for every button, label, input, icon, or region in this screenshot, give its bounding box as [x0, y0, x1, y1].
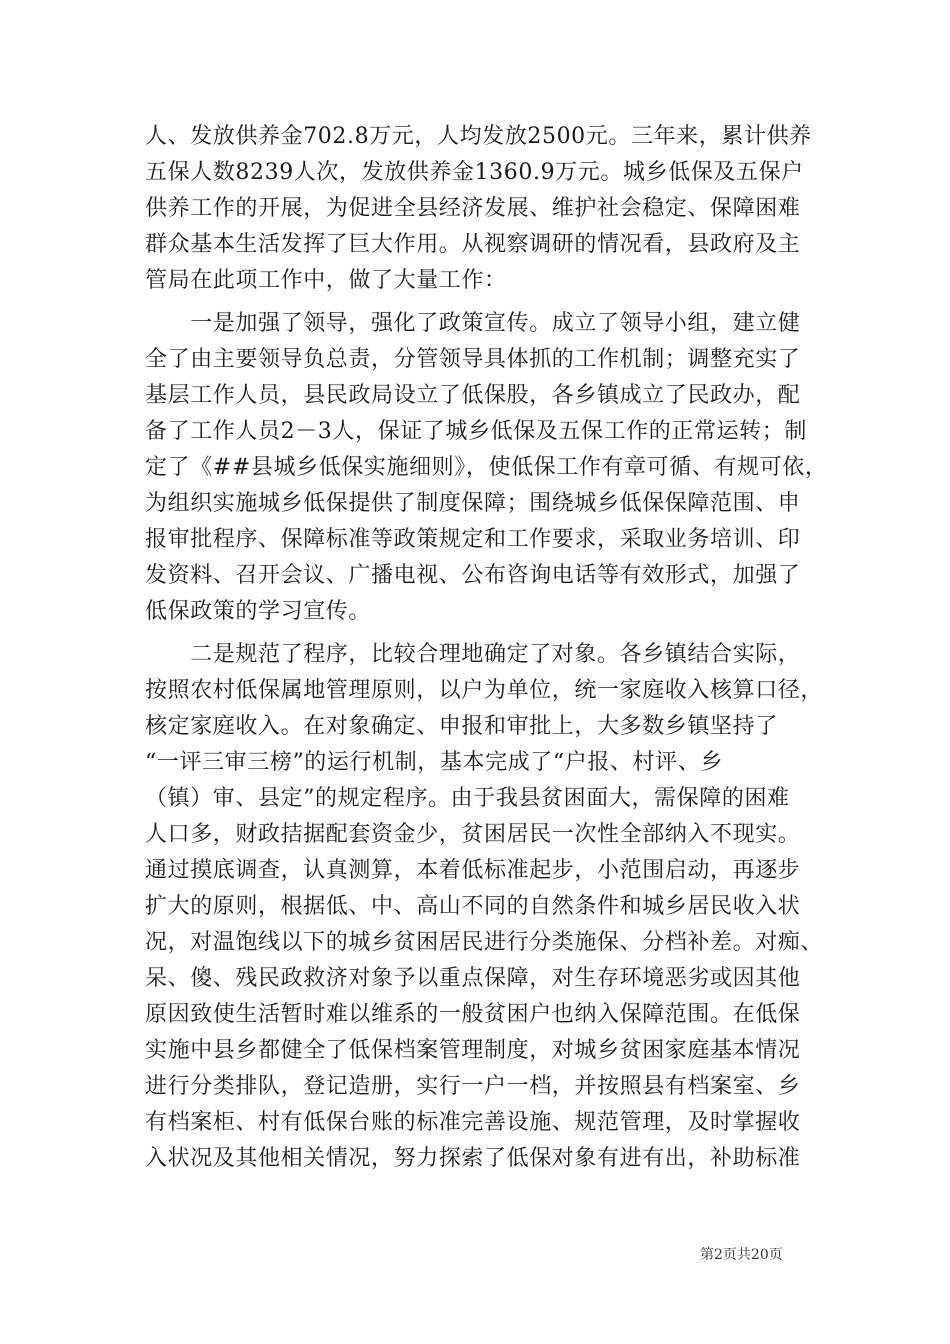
- text-line: 扩大的原则，根据低、中、高山不同的自然条件和城乡居民收入状: [145, 894, 801, 919]
- page-number: 第2页共20页: [700, 1247, 783, 1263]
- text-line: 供养工作的开展，为促进全县经济发展、维护社会稳定、保障困难: [145, 196, 801, 221]
- text-line: 报审批程序、保障标准等政策规定和工作要求，采取业务培训、印: [145, 527, 801, 552]
- text-line: 人、发放供养金702.8万元，人均发放2500元。三年来，累计供养: [145, 124, 812, 149]
- text-line: 原因致使生活暂时难以维系的一般贫困户也纳入保障范围。在低保: [145, 1002, 801, 1027]
- text-line: 为组织实施城乡低保提供了制度保障；围绕城乡低保保障范围、申: [145, 491, 801, 516]
- text-line: 管局在此项工作中，做了大量工作：: [145, 268, 507, 293]
- text-line: 全了由主要领导负总责，分管领导具体抓的工作机制；调整充实了: [145, 347, 801, 372]
- text-line: 有档案柜、村有低保台账的标准完善设施、规范管理，及时掌握收: [145, 1110, 801, 1135]
- text-line: 况，对温饱线以下的城乡贫困居民进行分类施保、分档补差。对痴、: [145, 930, 824, 955]
- text-line: “一评三审三榜”的运行机制，基本完成了“户报、村评、乡: [145, 750, 723, 775]
- text-line: 人口多，财政拮据配套资金少，贫困居民一次性全部纳入不现实。: [145, 822, 801, 847]
- text-line: 通过摸底调查，认真测算，本着低标准起步，小范围启动，再逐步: [145, 858, 801, 883]
- text-line: 低保政策的学习宣传。: [145, 599, 372, 624]
- text-line: 按照农村低保属地管理原则，以户为单位，统一家庭收入核算口径，: [145, 678, 824, 703]
- text-line: 核定家庭收入。在对象确定、申报和审批上，大多数乡镇坚持了: [145, 714, 778, 739]
- text-line: 发资料、召开会议、广播电视、公布咨询电话等有效形式，加强了: [145, 563, 801, 588]
- text-line: （镇）审、县定”的规定程序。由于我县贫困面大，需保障的困难: [145, 786, 790, 811]
- text-line: 一是加强了领导，强化了政策宣传。成立了领导小组，建立健: [145, 311, 801, 336]
- text-line: 二是规范了程序，比较合理地确定了对象。各乡镇结合实际，: [145, 642, 801, 667]
- text-line: 呆、傻、残民政救济对象予以重点保障，对生存环境恶劣或因其他: [145, 966, 801, 991]
- text-line: 实施中县乡都健全了低保档案管理制度，对城乡贫困家庭基本情况: [145, 1038, 801, 1063]
- text-line: 定了《##县城乡低保实施细则》，使低保工作有章可循、有规可依，: [145, 455, 828, 480]
- text-line: 群众基本生活发挥了巨大作用。从视察调研的情况看，县政府及主: [145, 232, 801, 257]
- text-line: 基层工作人员，县民政局设立了低保股，各乡镇成立了民政办，配: [145, 383, 801, 408]
- text-line: 入状况及其他相关情况，努力探索了低保对象有进有出，补助标准: [145, 1146, 801, 1171]
- text-line: 进行分类排队，登记造册，实行一户一档，并按照县有档案室、乡: [145, 1074, 801, 1099]
- text-line: 五保人数8239人次，发放供养金1360.9万元。城乡低保及五保户: [145, 160, 804, 185]
- text-line: 备了工作人员2－3人，保证了城乡低保及五保工作的正常运转；制: [145, 419, 807, 444]
